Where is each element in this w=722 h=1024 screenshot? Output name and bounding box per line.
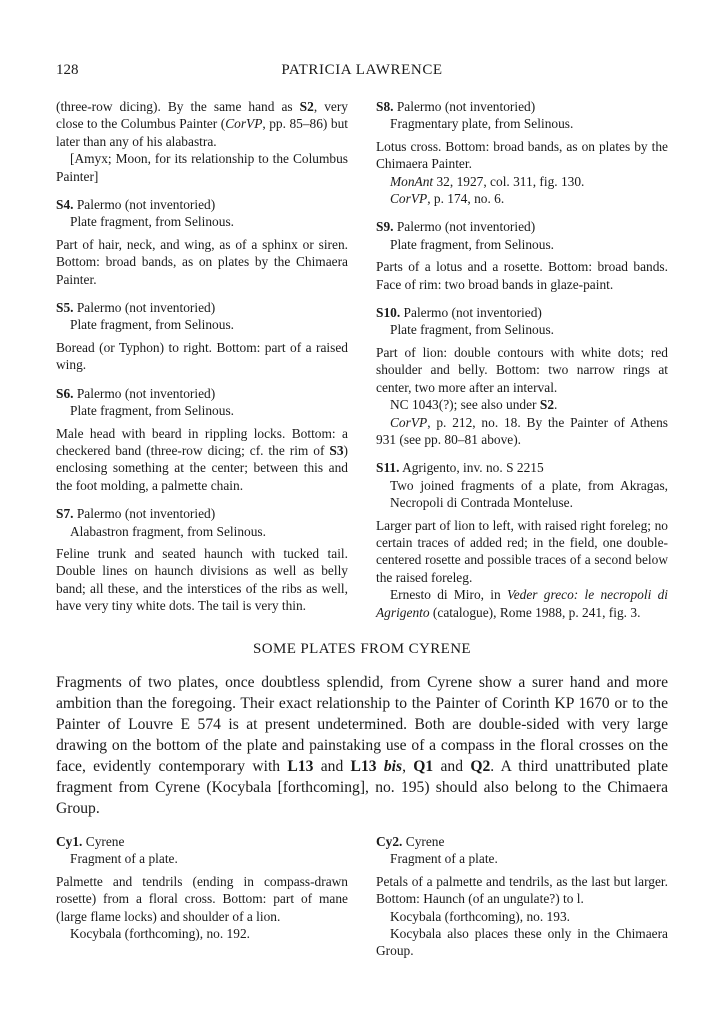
entry-description: Lotus cross. Bottom: broad bands, as on plates by the Chimaera Painter. <box>376 138 668 172</box>
catalogue-columns <box>56 98 668 621</box>
entry-description: Part of hair, neck, and wing, as of a sphinx or siren. Bottom: broad bands, as on plates by the Chimaera Painter. <box>56 236 348 287</box>
entry-id: Cy1. <box>56 833 83 849</box>
attribution-note: Kocybala also places these only in the Chimaera Group. <box>376 926 668 959</box>
entry-description: Boread (or Typhon) to right. Bottom: part of a raised wing. <box>56 339 348 373</box>
catalogue-entry-s5 <box>56 299 348 374</box>
entry-id: S5. <box>56 300 74 316</box>
catalogue-entry-s8 <box>376 98 668 207</box>
entry-id: S11. <box>376 460 400 476</box>
publication-title: CorVP <box>225 116 263 132</box>
entry-location: Palermo (not inventoried) <box>396 219 536 235</box>
entry-id: S9. <box>376 219 394 235</box>
cyrene-left-column <box>56 833 348 960</box>
entry-description: Palmette and tendrils (ending in compass-drawn rosette) from a floral cross. Bottom: part of mane (large flame locks) and shoulder of a lion. <box>56 873 348 924</box>
entry-description: Parts of a lotus and a rosette. Bottom: broad bands. Face of rim: two broad bands in glaze-paint. <box>376 259 668 292</box>
entry-object: Plate fragment, from Selinous. <box>70 317 235 333</box>
bibliography-line: Kocybala (forthcoming), no. 193. <box>390 908 570 924</box>
section-title: SOME PLATES FROM CYRENE <box>253 640 471 657</box>
entry-location: Cyrene <box>405 833 445 849</box>
right-column <box>376 98 668 621</box>
catalogue-entry-s10 <box>376 304 668 448</box>
entry-object: Plate fragment, from Selinous. <box>70 403 235 419</box>
cross-ref: L13 <box>287 757 314 775</box>
cross-ref: S3 <box>329 442 344 458</box>
catalogue-entry-s9 <box>376 218 668 293</box>
entry-description: Petals of a palmette and tendrils, as the last but larger. Bottom: Haunch (of an ungulate?) to l. <box>376 873 668 907</box>
cross-ref: Q2 <box>470 757 491 775</box>
entry-description: Part of lion: double contours with white dots; red shoulder and belly. Bottom: two narrow rings at center, two more after an interval. <box>376 344 668 395</box>
entry-description: Larger part of lion to left, with raised right foreleg; no certain traces of added red; in the field, one double-centered rosette and possible traces of a second below the raised foreleg. <box>376 517 668 585</box>
entry-description: Feline trunk and seated haunch with tucked tail. Double lines on haunch divisions as well as belly band; all these, and the interstices of the ribs as well, have very tiny white dots. The tail is very thin. <box>56 545 348 614</box>
entry-location: Palermo (not inventoried) <box>76 300 216 316</box>
entry-location: Palermo (not inventoried) <box>76 506 216 522</box>
entry-object: Plate fragment, from Selinous. <box>70 214 235 230</box>
publication-title: MonAnt <box>390 173 434 189</box>
cyrene-columns <box>56 833 668 960</box>
bibliography-line: Ernesto di Miro, in Veder greco: le necropoli di Agrigento (catalogue), Rome 1988, p. 241, fig. 3. <box>376 587 668 620</box>
cross-ref: Q1 <box>413 757 434 775</box>
catalogue-entry-s7 <box>56 505 348 614</box>
entry-object: Plate fragment, from Selinous. <box>390 322 555 338</box>
bibliography-line: Kocybala (forthcoming), no. 192. <box>70 926 250 941</box>
page <box>56 62 668 960</box>
cross-ref: L13 <box>350 757 377 775</box>
publication-title: CorVP <box>390 191 428 207</box>
entry-id: S10. <box>376 305 401 321</box>
catalogue-entry-cy1 <box>56 833 348 942</box>
cross-ref-suffix: bis <box>376 757 403 775</box>
bibliography-line: MonAnt 32, 1927, col. 311, fig. 130. <box>390 173 585 189</box>
entry-location: Palermo (not inventoried) <box>76 385 216 401</box>
entry-object: Alabastron fragment, from Selinous. <box>70 523 266 539</box>
entry-object: Fragmentary plate, from Selinous. <box>390 116 574 132</box>
entry-id: Cy2. <box>376 833 403 849</box>
bibliography-line: CorVP, p. 174, no. 6. <box>390 191 505 207</box>
entry-location: Palermo (not inventoried) <box>396 99 536 114</box>
entry-object: Two joined fragments of a plate, from Akragas, Necropoli di Contrada Monteluse. <box>390 477 668 511</box>
attribution-note: [Amyx; Moon, for its relationship to the Columbus Painter] <box>56 151 348 184</box>
entry-id: S8. <box>376 99 394 114</box>
entry-id: S6. <box>56 385 74 401</box>
catalogue-entry-s11 <box>376 459 668 621</box>
entry-object: Plate fragment, from Selinous. <box>390 236 555 252</box>
continuation-text: (three-row dicing). By the same hand as S2, very close to the Columbus Painter (CorVP, pp. 85–86) but later than any of his alabastra. <box>56 99 348 149</box>
entry-location: Palermo (not inventoried) <box>76 197 216 213</box>
entry-id: S4. <box>56 197 74 213</box>
section-intro: Fragments of two plates, once doubtless splendid, from Cyrene show a surer hand and more ambition than the foregoing. Their exact relationship to the Painter of Corinth KP 1670 or to the Painter of Louvre E 574 is at present undetermined. Both are double-sided with very large drawing on the bottom of the plate and painstaking use of a compass in the floral crosses on the face, evidently contemporary with L13 and L13 bis, Q1 and Q2. A third unattributed plate fragment from Cyrene (Kocybala [forthcoming], no. 195) should also belong to the Chimaera Group. <box>56 673 669 817</box>
catalogue-entry-s6 <box>56 385 348 494</box>
cross-ref: S2 <box>299 99 314 114</box>
publication-title: Veder greco: le necropoli di Agrigento <box>376 587 668 620</box>
cyrene-right-column <box>376 833 668 960</box>
running-head: PATRICIA LAWRENCE <box>281 62 443 78</box>
catalogue-entry-s4 <box>56 196 348 288</box>
entry-object: Fragment of a plate. <box>70 851 178 867</box>
page-number: 128 <box>56 62 79 78</box>
entry-location: Cyrene <box>85 833 125 849</box>
entry-location: Palermo (not inventoried) <box>403 305 542 321</box>
entry-location: Agrigento, inv. no. S 2215 <box>402 460 544 476</box>
bibliography-line: NC 1043(?); see also under S2. <box>390 397 558 413</box>
page-header <box>56 62 668 86</box>
entry-description: Male head with beard in rippling locks. Bottom: a checkered band (three-row dicing; cf. the rim of S3) enclosing something at the center; between this and the foot molding, a palmette chain. <box>56 425 348 493</box>
entry-id: S7. <box>56 506 74 522</box>
publication-title: CorVP <box>390 414 428 430</box>
cross-ref: S2 <box>539 397 555 413</box>
catalogue-entry-cy2 <box>376 833 668 960</box>
bibliography-line: CorVP, p. 212, no. 18. By the Painter of Athens 931 (see pp. 80–81 above). <box>376 414 668 447</box>
continuation-entry <box>56 98 348 185</box>
left-column <box>56 98 348 621</box>
entry-object: Fragment of a plate. <box>390 851 498 867</box>
